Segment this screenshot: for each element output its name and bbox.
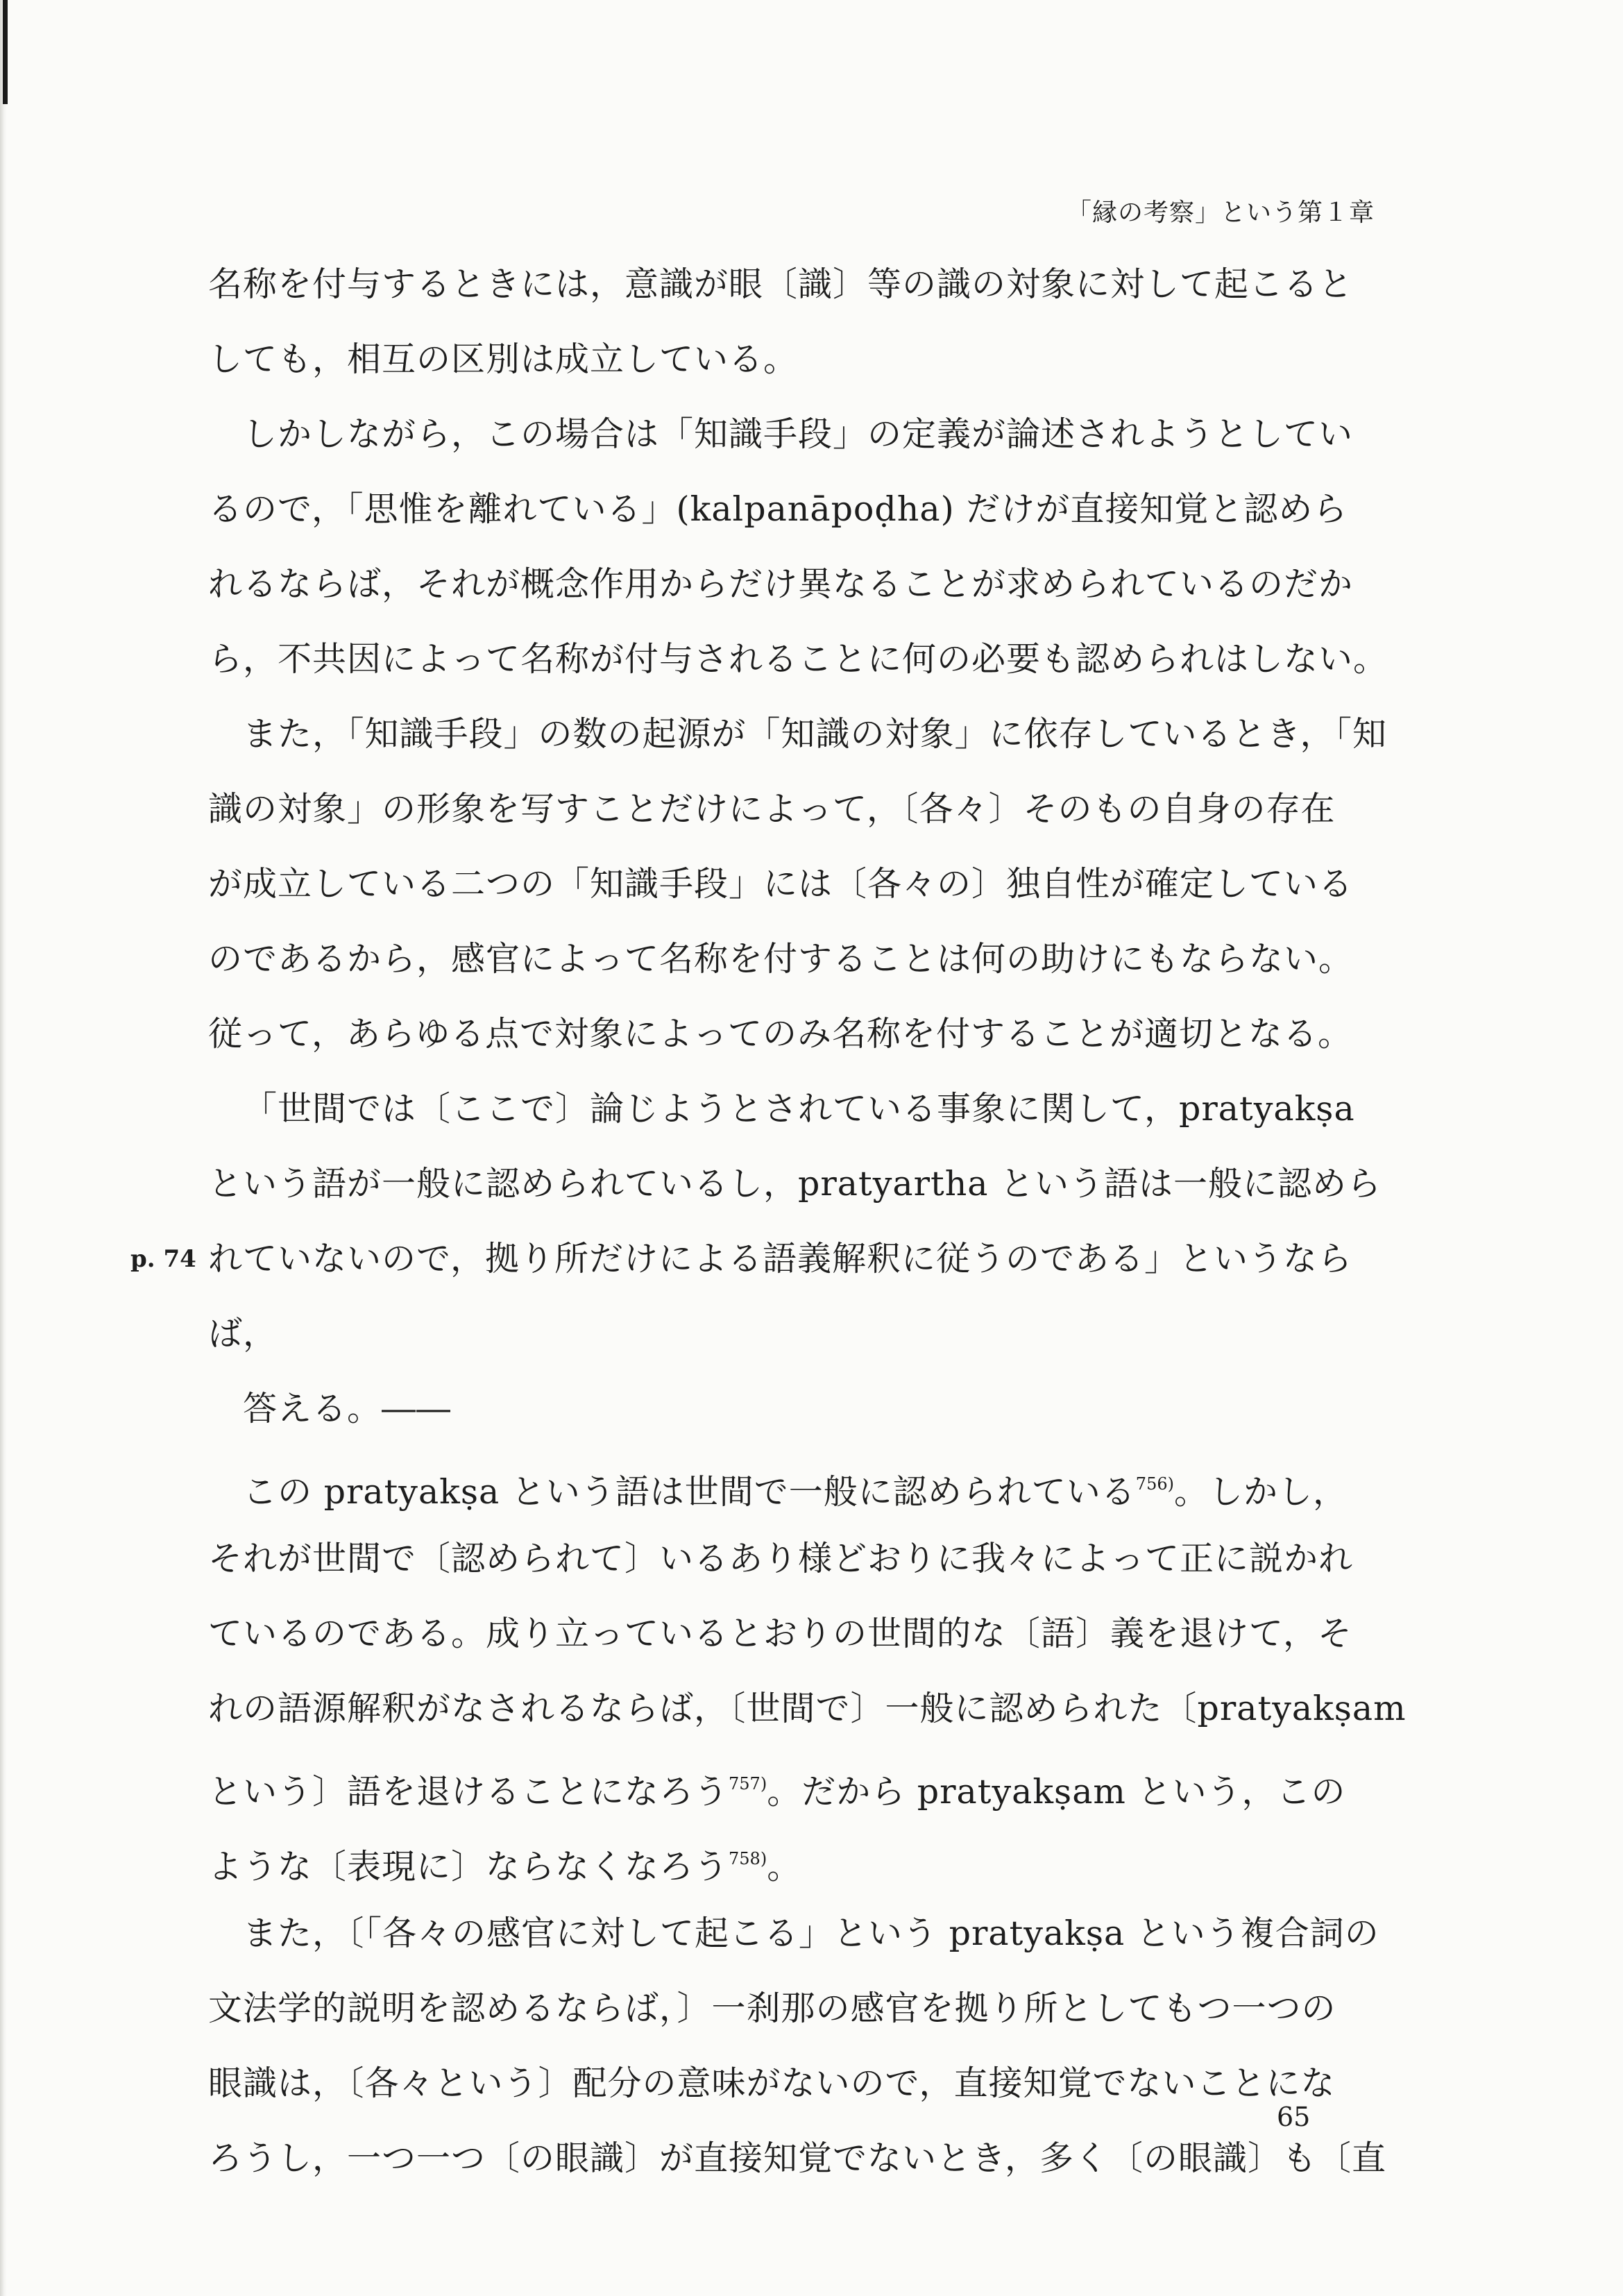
text-line — [208, 697, 1402, 772]
line-text: 名称を付与するときには，意識が眼〔識〕等の識の対象に対して起こると — [208, 264, 1354, 304]
text-line — [208, 1971, 1402, 2046]
running-head: 「縁の考察」という第１章 — [1066, 199, 1375, 227]
line-text: という語が一般に認められているし，pratyartha という語は一般に認めら — [208, 1164, 1382, 1204]
text-line — [208, 397, 1402, 472]
footnote-ref: 757) — [729, 1774, 767, 1793]
footnote-ref: 756) — [1135, 1474, 1174, 1494]
line-text: ろうし，一つ一つ〔の眼識〕が直接知覚でないとき，多く〔の眼識〕も〔直 — [208, 2138, 1387, 2178]
text-line — [208, 1147, 1402, 1222]
text-line — [208, 1821, 1402, 1896]
text-line — [208, 922, 1402, 997]
line-text: 識の対象」の形象を写すことだけによって，〔各々〕そのもの自身の存在 — [208, 789, 1336, 829]
text-line — [208, 1671, 1407, 1746]
text-line — [130, 1222, 1402, 1297]
footnote-ref: 758) — [729, 1849, 767, 1868]
line-text: 従って，あらゆる点で対象によってのみ名称を付することが適切となる。 — [208, 1014, 1353, 1054]
text-line — [208, 2121, 1402, 2196]
text-line — [208, 847, 1402, 922]
text-line — [208, 1371, 1402, 1446]
line-text: るので，「思惟を離れている」(kalpanāpoḍha) だけが直接知覚と認めら — [208, 489, 1348, 529]
text-line — [208, 1596, 1402, 1671]
line-text-after: 。しかし， — [1173, 1472, 1348, 1512]
line-text: また，〔「各々の感官に対して起こる」という pratyakṣa という複合詞の — [243, 1914, 1379, 1953]
text-line — [208, 1072, 1402, 1147]
line-text: れていないので，拠り所だけによる語義解釈に従うのである」というなら — [208, 1239, 1353, 1278]
line-text-after: 。 — [767, 1847, 802, 1886]
text-line — [208, 1746, 1402, 1821]
line-text: それが世間で〔認められて〕いるあり様どおりに我々によって正に説かれ — [208, 1539, 1354, 1578]
line-text: ような〔表現に〕ならなくなろう — [208, 1847, 729, 1886]
text-line — [208, 622, 1402, 697]
body-text — [130, 247, 1407, 2196]
margin-page-reference: p. 74 — [130, 1245, 196, 1273]
scan-edge — [0, 0, 7, 2296]
text-line — [208, 772, 1402, 847]
line-text: のであるから，感官によって名称を付することは何の助けにもならない。 — [208, 939, 1354, 979]
line-text: 眼識は，〔各々という〕配分の意味がないので，直接知覚でないことにな — [208, 2063, 1336, 2103]
line-text: 「世間では〔ここで〕論じようとされている事象に関して，pratyakṣa — [243, 1089, 1355, 1129]
line-text: この pratyakṣa という語は世間で一般に認められている — [243, 1472, 1136, 1512]
text-line — [208, 472, 1402, 547]
line-text: しても，相互の区別は成立している。 — [208, 339, 799, 379]
line-text: れるならば，それが概念作用からだけ異なることが求められているのだか — [208, 564, 1354, 604]
line-text-after: 。だから pratyakṣam という，この — [767, 1772, 1346, 1812]
line-text: ば， — [208, 1314, 278, 1353]
line-text: れの語源解釈がなされるならば，〔世間で〕一般に認められた〔pratyakṣam — [208, 1689, 1407, 1728]
line-text: 文法学的説明を認めるならば，〕一刹那の感官を拠り所としてもつ一つの — [208, 1989, 1336, 2028]
line-text: が成立している二つの「知識手段」には〔各々の〕独自性が確定している — [208, 864, 1354, 904]
text-line — [208, 2046, 1402, 2121]
text-line — [208, 547, 1402, 622]
text-line — [208, 1297, 1402, 1371]
line-text: しかしながら，この場合は「知識手段」の定義が論述されようとしてい — [243, 414, 1354, 454]
text-line — [208, 997, 1402, 1072]
text-line — [208, 1521, 1402, 1596]
line-text: 答える。―― — [243, 1389, 452, 1428]
line-text: ているのである。成り立っているとおりの世間的な〔語〕義を退けて，そ — [208, 1614, 1353, 1653]
page-number: 65 — [1277, 2102, 1311, 2132]
scan-mark — [3, 0, 8, 104]
text-line — [208, 322, 1402, 397]
line-text: また，「知識手段」の数の起源が「知識の対象」に依存しているとき，「知 — [243, 714, 1388, 754]
text-line — [208, 1446, 1402, 1521]
line-text: ら，不共因によって名称が付与されることに何の必要も認められはしない。 — [208, 639, 1388, 679]
line-text: という〕語を退けることになろう — [208, 1772, 729, 1812]
text-line — [208, 247, 1402, 322]
text-line — [208, 1896, 1402, 1971]
